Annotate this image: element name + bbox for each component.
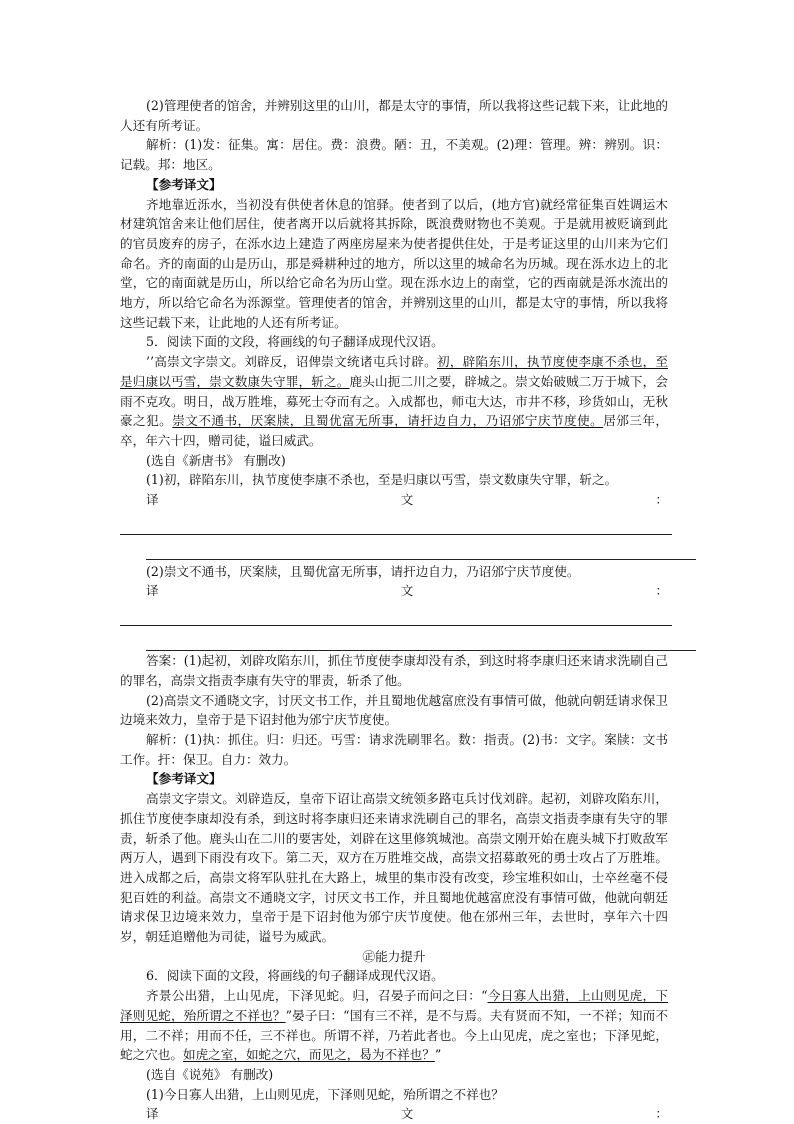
question-5-passage [120,352,668,451]
passage-text: 居邠三年，卒，年六十四，赠司徒，谥曰威武。 [120,413,669,448]
underlined-sentence-1: 今日寡人出猎，上山则见虎，下泽则见蛇，殆所谓之不祥也？ [120,988,668,1023]
question-5-prompt: 5．阅读下面的文段，将画线的句子翻译成现代汉语。 [146,334,444,350]
translation-label: 译 文 ： [146,583,668,599]
analysis-paragraph: 解析：(1)执：抓住。归：归还。丐雪：请求洗刷罪名。数：指责。(2)书：文字。案牍：文书工作。扞：保卫。自力：效力。 [120,731,668,767]
answer-paragraph: 答案：(1)起初，刘辟攻陷东川，抓住节度使李康却没有杀，到这时将李康归还来请求洗刷自己的罪名，高崇文指责李康有失守的罪责，斩杀了他。 [120,653,668,688]
reference-translation: 齐地靠近泺水，当初没有供使者休息的馆驿。使者到了以后，(地方官)就经常征集百姓调运木材建筑馆舍来让他们居住，使者离开以后就将其拆除，既浪费财物也不美观。于是就用被贬谪到此的官员废弃的房子，在泺水边上建造了两座房屋来为使者提供住处，于是考证这里的山川来为它们命名。齐的南面的山是历山，那是舜耕种过的地方，所以这里的城命名为历城。现在泺水边上的北堂，它的南面就是历山，所以给它命名为历山堂。现在泺水边上的南堂，它的西南就是泺水流出的地方，所以给它命名为泺源堂。管理使者的馆舍，并辨别这里的山川，都是太守的事情，所以我将这些记载下来，让此地的人还有所考证。 [120,196,668,330]
underlined-sentence-1: 初，辟陷东川，执节度使李康不杀也，至是归康以丐雪，崇文数康失守罪，斩之。 [120,354,669,389]
passage-text: ’’高崇文字崇文。刘辟反，诏俾崇文统诸屯兵讨辟。 [146,354,437,370]
answer-paragraph: (2)高崇文不通晓文字，讨厌文书工作，并且蜀地优越富庶没有事情可做，他就向朝廷请求保卫边境来效力，皇帝于是下诏封他为邠宁庆节度使。 [120,692,668,728]
answer-line[interactable] [146,626,696,651]
passage-text: 齐景公出猎，上山见虎，下泽见蛇。归，召晏子而问之曰：“ [146,988,488,1004]
passage-text: ” [434,1047,442,1063]
sentence-1: (1)今日寡人出猎，上山则见虎，下泽则见蛇，殆所谓之不祥也？ [146,1086,504,1102]
translation-label: 译 文 ： [146,1106,668,1122]
reference-translation-heading: 【参考译文】 [146,771,222,787]
question-6-passage [120,986,668,1065]
underlined-sentence-2: 如虎之室，如蛇之穴，而见之，曷为不祥也？ [182,1047,435,1063]
document-page [120,96,668,1124]
question-6-prompt: 6．阅读下面的文段，将画线的句子翻译成现代汉语。 [146,968,444,984]
sentence-1: (1)初，辟陷东川，执节度使李康不杀也，至是归康以丐雪，崇文数康失守罪，斩之。 [146,472,618,488]
translation-label: 译 文 ： [146,492,668,508]
passage-text: 鹿头山扼二川之要，辟城之。崇文始破贼二万于城下，会雨不克攻。明日，战万胜堆，募死士夺而有之。入成都也，师屯大达，市井不移，珍货如山，无秋豪之犯。 [120,373,669,429]
answer-line[interactable] [120,601,672,626]
source-note: (选自《说苑》 有删改) [146,1066,274,1082]
section-title: ㊣能力提升 [362,948,426,964]
sentence-2: (2)崇文不通书，厌案牍，且蜀优富无所事，请扞边自力，乃诏邠宁庆节度使。 [146,563,580,579]
passage-text: ”晏子曰：“国有三不祥，是不与焉。夫有贤而不知，一不祥；知而不用，二不祥；用而不任，三不祥也。所谓不祥，乃若此者也。今上山见虎，虎之室也；下泽见蛇，蛇之穴也。 [120,1007,668,1063]
analysis-paragraph: 解析：(1)发：征集。寓：居住。费：浪费。陋：丑，不美观。(2)理：管理。辨：辨别。识：记载。邦：地区。 [120,137,668,173]
answer-line[interactable] [146,535,696,560]
reference-translation: 高崇文字崇文。刘辟造反，皇帝下诏让高崇文统领多路屯兵讨伐刘辟。起初，刘辟攻陷东川，抓住节度使李康却没有杀，到这时将李康归还来请求洗刷自己的罪名，高崇文指责李康有失守的罪责，斩杀了他。鹿头山在二川的要害处，刘辟在这里修筑城池。高崇文刚开始在鹿头城下打败敌军两万人，遇到下雨没有攻下。第二天，双方在万胜堆交战，高崇文招募敢死的勇士攻占了万胜堆。进入成都之后，高崇文将军队驻扎在大路上，城里的集市没有改变，珍宝堆积如山，士卒丝毫不侵犯百姓的利益。高崇文不通晓文字，讨厌文书工作，并且蜀地优越富庶没有事情可做，他就向朝廷请求保卫边境来效力，皇帝于是下诏封他为邠宁庆节度使。他在邠州三年，去世时，享年六十四岁，朝廷追赠他为司徒，谥号为威武。 [120,791,668,945]
reference-translation-heading: 【参考译文】 [146,176,222,192]
answer-line[interactable] [120,510,672,535]
source-note: (选自《新唐书》 有删改) [146,452,286,468]
underlined-sentence-2: 崇文不通书，厌案牍，且蜀优富无所事，请扞边自力，乃诏邠宁庆节度使。 [172,413,604,429]
paragraph: (2)管理使者的馆舍，并辨别这里的山川，都是太守的事情，所以我将这些记载下来，让此地的人还有所考证。 [120,98,668,133]
